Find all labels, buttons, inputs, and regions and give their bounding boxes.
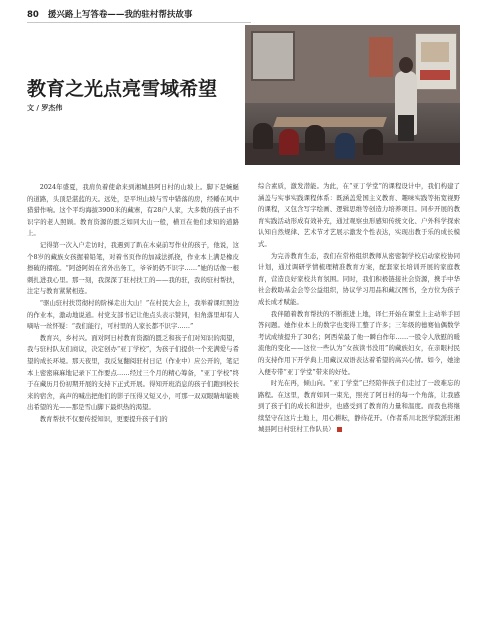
article-title: 教育之光点亮雪域希望 — [27, 78, 218, 100]
right-column — [258, 181, 460, 436]
paragraph: 记得第一次入户走访时，我遇到了趴在木桌前写作业的孩子，他说，这个8岁的藏族女孩握着铅笔，对着书页作的加减法抓挠，作业本上满是橡皮擦破的褶痕。“阿爸阿妈在省外出务工，爷爷奶奶不识字……”她的话像一根刺扎进我心里。那一刻，我深深了驻村扶工的——我的驻，我的驻村帮扶，注定与教育紧紧相连。 — [27, 240, 239, 296]
left-column — [27, 182, 239, 425]
article-author: 文 / 罗杰伟 — [27, 104, 63, 112]
paragraph: 我伴随着教育帮扶的不断推进上地，译仁开始在课堂上主动举手回答问题。她作业本上的数字也变得工整了许多；三年级的德赛仙偶数学考试成绩提升了30名；阿西荣最了他一瞬白作年……一股令人欣慰的暖流他的变化——这位一些认为“女孩读书没用”的藏族妇女，在亲眼村民的支持作用下开学典上用藏汉双语表达着希望的高兴心情。如今，她途入便专带“亚丁学堂”带来的好处。 — [258, 309, 460, 376]
paragraph: 2024年盛夏，我肩负着使命来到湘城县阿日村的山坡上。脚下是蜿蜒的道路，头顶是湛蓝的天。远处，是平坦山坡与雪中错落的房，经幡在风中猎猎作响。这个平均海拔3900米的藏寨，有28户人家，大多数的孩子由不识字的老人照顾。教育资源的匮乏如同大山一般，横亘在他们求知的道路上。 — [27, 183, 239, 238]
paragraph: 教育帮扶不仅要传授知识，更要提升孩子们的 — [39, 414, 168, 423]
page-number: 80 — [27, 10, 39, 20]
paragraph — [258, 378, 460, 436]
paragraph: “驱山驻村扶贯彻村的阶梯走出大山！”在村民大会上，我举着课红照边的作业本，激动地说道。村党支部书记让他点头表示赞同，但角落里却有人嘀咕一丝怀疑：“我们能行，可村里的人家长都不识字……” — [27, 298, 239, 331]
closing-paragraph: 时光在再，倾山向。“亚丁学堂”已经陪伴孩子们走过了一段难忘的路程。在这里，教育如同一束光，照亮了阿日村的每一个角落，让我感到了孩子们的成长和进步，也感受到了教育的力量和温度。而我也将继续坚守在这片土地上，用心耕耘，静待花开。（作者系川北医学院派驻湘城县阿日村驻村工作队员） — [258, 379, 460, 434]
paragraph: 综合素质，激发潜能。为此，在“亚丁学堂”的课程设计中，我们构建了涵盖与实事实践课程体系：既涵盖爱国主义教育、趣味实践等拓宽视野的课程，又包含写字绘画、逻辑思维等创造力培养项目。同步开展的教育实践活动形成有效补充，通过观察虫形感知传统文化、户外科学探索认知自然规律、艺术节才艺展示激发个性表达，实现出教于乐的成长模式。 — [258, 182, 460, 248]
header-rule — [27, 22, 251, 23]
running-header — [27, 8, 192, 22]
running-title: 援兴路上写答卷——我的驻村帮扶故事 — [47, 10, 193, 20]
classroom-photo — [245, 25, 460, 165]
paragraph: 教育兴，乡村兴。面对阿日村教育资源的匮乏和孩子们对知识的渴望，我与驻村队友们商议，决定创办“亚丁学校”，为孩子们提供一个充满爱与希望的成长环境。那天夜里，我反复翻阅驻村日记（作业中）应公开的，笔记本上密密麻麻地记录下工作要点……经过三个月的精心筹备，“亚丁学校”终于在藏历月份初期开展的支持下正式开展。得知开班消息的孩子们跑到校长来的宿舍，高声的喊出把他们的影子压得又短又小，可那一双双眼睛却能映出希望的光——那是雪山脚下最炽热的渴望。 — [27, 333, 239, 412]
end-mark-icon — [337, 427, 342, 432]
paragraph: 为完善教育生态，我们在常格组织教师从密密制学校启动家校协同计划，通过调研学情梳理精准教育方案，配套家长培训开展的家庭教育，营造良好家校共育氛围。同时，我们积极链接社会资源，携手中华社会救助基金会等公益组织，协议学习用品和藏汉图书，全方位为孩子成长成才赋能。 — [258, 251, 460, 306]
